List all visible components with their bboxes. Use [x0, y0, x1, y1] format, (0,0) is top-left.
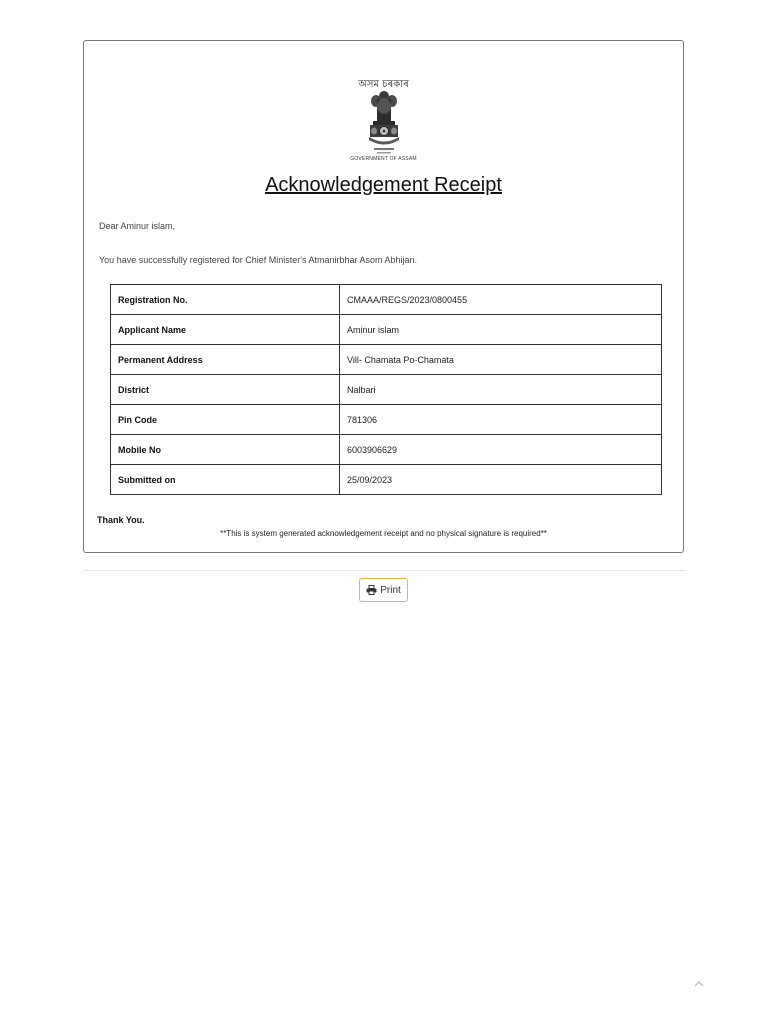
system-generated-note: **This is system generated acknowledgement receipt and no physical signature is required**	[220, 529, 547, 538]
mobile-no-label: Mobile No	[111, 435, 340, 465]
table-row	[111, 345, 662, 375]
chevron-up-icon	[694, 980, 704, 987]
divider	[83, 570, 686, 571]
district-value: Nalbari	[340, 375, 662, 405]
applicant-name-label: Applicant Name	[111, 315, 340, 345]
table-row	[111, 315, 662, 345]
printer-icon	[366, 585, 377, 595]
registration-no-value: CMAAA/REGS/2023/0800455	[340, 285, 662, 315]
table-row	[111, 405, 662, 435]
receipt-card	[83, 40, 684, 553]
registration-details-table	[110, 284, 662, 495]
submitted-on-value: 25/09/2023	[340, 465, 662, 495]
pin-code-value: 781306	[340, 405, 662, 435]
table-row	[111, 375, 662, 405]
national-emblem-icon	[364, 90, 404, 156]
submitted-on-label: Submitted on	[111, 465, 340, 495]
print-button-label: Print	[380, 584, 401, 596]
table-row	[111, 285, 662, 315]
registration-message: You have successfully registered for Chief Minister's Atmanirbhar Asom Abhijan.	[99, 255, 418, 265]
scroll-to-top-button[interactable]	[692, 977, 706, 989]
government-caption: GOVERNMENT OF ASSAM	[350, 156, 417, 162]
applicant-name-value: Aminur islam	[340, 315, 662, 345]
receipt-title: Acknowledgement Receipt	[265, 174, 502, 196]
greeting-text: Dear Aminur islam,	[99, 221, 176, 231]
pin-code-label: Pin Code	[111, 405, 340, 435]
thank-you-text: Thank You.	[97, 515, 145, 525]
print-button[interactable]	[359, 578, 408, 602]
table-row	[111, 465, 662, 495]
permanent-address-label: Permanent Address	[111, 345, 340, 375]
government-heading: অসম চৰকাৰ	[358, 79, 409, 90]
table-row	[111, 435, 662, 465]
registration-no-label: Registration No.	[111, 285, 340, 315]
mobile-no-value: 6003906629	[340, 435, 662, 465]
permanent-address-value: Vill- Chamata Po-Chamata	[340, 345, 662, 375]
district-label: District	[111, 375, 340, 405]
